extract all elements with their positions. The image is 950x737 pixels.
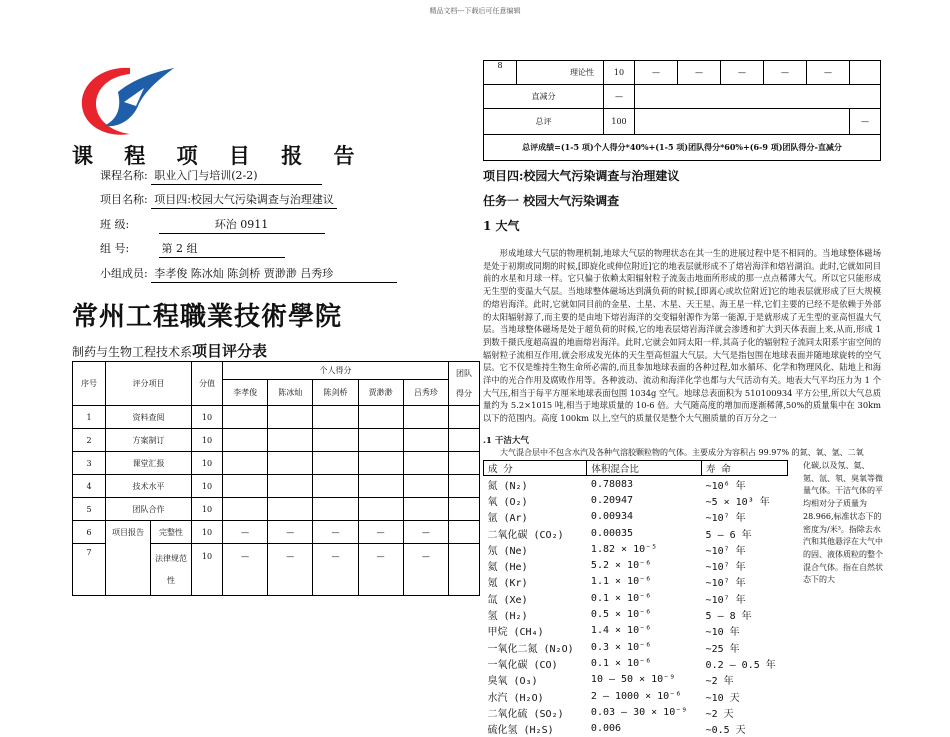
class-line — [100, 217, 325, 234]
cell-no: 1 — [73, 406, 106, 429]
cell-lifetime: 0.2 — 0.5 年 — [705, 659, 776, 671]
table-row — [484, 720, 788, 736]
cell-total: 总评 — [484, 109, 604, 135]
cell-lifetime: ~10⁷ 年 — [705, 545, 746, 557]
cell-ratio: 1.82 × 10⁻⁵ — [590, 543, 658, 555]
th-name: 陈冰灿 — [268, 380, 313, 406]
cell-ratio: 0.5 × 10⁻⁶ — [590, 609, 652, 621]
project-label: 项目名称: — [100, 193, 148, 206]
cell-lifetime: ~10 天 — [705, 692, 740, 704]
table-row — [484, 688, 788, 704]
school-logo-icon — [78, 62, 178, 140]
formula-cell: 总评成绩=(1-5 项)个人得分*40%+(1-5 项)团队得分*60%+(6-9 项)团队得分-直减分 — [484, 135, 881, 161]
table-row — [484, 61, 881, 85]
cell-ratio: 0.00035 — [590, 527, 634, 539]
table-row — [484, 655, 788, 671]
cell-component: 氩 (Ar) — [487, 513, 528, 525]
table-row — [73, 429, 480, 452]
cell-ratio: 0.1 × 10⁻⁶ — [590, 657, 652, 669]
cell-no: 2 — [73, 429, 106, 452]
cell-dash: — — [720, 61, 763, 85]
th-ratio: 体积混合比 — [587, 461, 702, 476]
table-row — [73, 521, 480, 544]
th-team-1: 团队 — [456, 369, 472, 378]
cell-no: 8 — [484, 61, 517, 85]
cell-lifetime: 5 — 8 年 — [705, 611, 752, 623]
article-heading: 项目四:校园大气污染调查与治理建议 — [483, 169, 680, 183]
cell-component: 一氧化二氮 (N₂O) — [487, 643, 574, 655]
cell-score: 10 — [192, 406, 223, 429]
table-row — [484, 525, 788, 541]
cell-dash: — — [268, 544, 313, 596]
cell-component: 甲烷 (CH₄) — [487, 627, 544, 639]
cell-lifetime: 5 — 6 年 — [705, 529, 752, 541]
cell-item: 课堂汇报 — [106, 452, 192, 475]
cell-deduct: 直减分 — [484, 85, 604, 109]
cell-item: 技术水平 — [106, 475, 192, 498]
cell-component: 氮 (N₂) — [487, 480, 528, 492]
subsection-heading: .1 干洁大气 — [483, 436, 529, 446]
cell-dash: — — [358, 544, 403, 596]
department-name: 制药与生物工程技术系 — [72, 345, 193, 359]
cell-ratio: 0.78083 — [590, 478, 634, 490]
cell-lifetime: ~10⁷ 年 — [705, 594, 746, 606]
class-value: 环治 0911 — [159, 217, 325, 234]
table-row — [484, 541, 788, 557]
cell-dash: — — [403, 544, 448, 596]
cell-dash: — — [850, 109, 881, 135]
cell-sub-1: 法律规范 — [155, 553, 187, 563]
cell-dash: — — [806, 61, 849, 85]
project-line — [100, 192, 337, 209]
cell-dash: — — [635, 61, 678, 85]
cell-ratio: 0.1 × 10⁻⁶ — [590, 592, 652, 604]
cell-component: 氙 (Xe) — [487, 594, 528, 606]
table-row — [484, 557, 788, 573]
table-row — [484, 109, 881, 135]
cell-sub: 完整性 — [151, 521, 192, 544]
cell-lifetime: ~10⁷ 年 — [705, 562, 746, 574]
cell-component: 氢 (H₂) — [487, 611, 528, 623]
cell-item: 团队合作 — [106, 498, 192, 521]
cell-dash: — — [763, 61, 806, 85]
cell-component: 氦 (He) — [487, 562, 528, 574]
table-row — [484, 672, 788, 688]
course-label: 课程名称: — [100, 169, 148, 182]
class-label: 班 级: — [100, 218, 130, 231]
cell-score: 10 — [192, 498, 223, 521]
cell-no: 4 — [73, 475, 106, 498]
cell-no: 3 — [73, 452, 106, 475]
cell-lifetime: ~10 年 — [705, 627, 740, 639]
cell-component: 二氧化硫 (SO₂) — [487, 708, 564, 720]
group-value: 第 2 组 — [159, 241, 285, 258]
cell-score: 10 — [192, 429, 223, 452]
th-name: 吕秀珍 — [403, 380, 448, 406]
cell-dash: — — [358, 521, 403, 544]
cell-ratio: 0.3 × 10⁻⁶ — [590, 641, 652, 653]
cell-item: 理论性 — [561, 61, 604, 85]
task-heading: 任务一 校园大气污染调查 — [483, 194, 620, 208]
score-table-continued — [483, 60, 881, 161]
cell-dash: — — [313, 544, 358, 596]
table-row — [484, 85, 881, 109]
cell-dash: — — [223, 521, 268, 544]
cell-dash: — — [313, 521, 358, 544]
members-line — [100, 266, 397, 283]
cell-no: 7 — [73, 544, 106, 596]
cell-ratio: 10 — 50 × 10⁻⁹ — [590, 674, 676, 686]
th-team-2: 得分 — [456, 389, 472, 398]
cell-ratio: 1.4 × 10⁻⁶ — [590, 625, 652, 637]
table-row — [484, 476, 788, 493]
school-name: 常州工程職業技術學院 — [72, 302, 343, 332]
cell-lifetime: ~10⁶ 年 — [705, 480, 746, 492]
members-label: 小组成员: — [100, 267, 148, 280]
cell-score: 10 — [192, 452, 223, 475]
cell-dash: — — [268, 521, 313, 544]
cell-component: 臭氧 (O₃) — [487, 676, 538, 688]
score-sheet-title — [72, 340, 267, 361]
cell-component: 水汽 (H₂O) — [487, 692, 544, 704]
cell-component: 二氧化碳 (CO₂) — [487, 529, 564, 541]
cell-lifetime: ~2 年 — [705, 676, 734, 688]
cell-lifetime: ~5 × 10³ 年 — [705, 496, 770, 508]
dry-air-side-text: 化碳,以及氖、氦、氪、氙、氡、臭氧等微量气体。干洁气体的平均相对分子质量为 28.966,标准状态下的密度为/米³。指除去水汽和其他悬浮在大气中的固、液体质粒的整个混合气体。指在自然状态下的大 — [803, 461, 883, 585]
score-table — [72, 361, 480, 596]
th-name: 陈剑桥 — [313, 380, 358, 406]
cell-score: 10 — [604, 61, 635, 85]
group-line — [100, 241, 285, 258]
table-row — [484, 492, 788, 508]
group-label: 组 号: — [100, 242, 130, 255]
cell-dash: — — [604, 85, 635, 109]
cell-sub — [151, 544, 192, 596]
th-item: 评分项目 — [106, 362, 192, 406]
cell-no: 6 — [73, 521, 106, 544]
cell-dash: — — [223, 544, 268, 596]
table-row — [484, 135, 881, 161]
members-value: 李孝俊 陈冰灿 陈剑桥 贾渺渺 吕秀珍 — [151, 266, 397, 283]
th-component: 成 分 — [484, 461, 587, 476]
table-row — [73, 406, 480, 429]
cell-total-score: 100 — [604, 109, 635, 135]
cell-component: 硫化氢 (H₂S) — [487, 725, 554, 737]
cell-score: 10 — [192, 521, 223, 544]
section-heading: 1 大气 — [483, 219, 520, 233]
table-header-row — [484, 461, 788, 476]
th-no: 序号 — [73, 362, 106, 406]
cell-no: 5 — [73, 498, 106, 521]
cell-item: 项目报告 — [106, 521, 151, 596]
cell-ratio: 1.1 × 10⁻⁶ — [590, 576, 652, 588]
cell-item: 资料查阅 — [106, 406, 192, 429]
th-team — [449, 362, 480, 406]
score-sheet-label: 项目评分表 — [192, 342, 268, 360]
course-line — [100, 168, 322, 185]
th-personal: 个人得分 — [223, 362, 449, 380]
cell-lifetime: ~25 年 — [705, 643, 740, 655]
project-value: 项目四:校园大气污染调查与治理建议 — [151, 192, 337, 209]
cell-ratio: 0.006 — [590, 723, 622, 735]
table-row — [484, 704, 788, 720]
cell-sub-2: 性 — [167, 575, 175, 585]
cell-score: 10 — [192, 544, 223, 596]
cell-dash: — — [677, 61, 720, 85]
cell-ratio: 5.2 × 10⁻⁶ — [590, 560, 652, 572]
page-header: 精品文档---下载后可任意编辑 — [429, 7, 521, 15]
cell-ratio: 0.00934 — [590, 511, 634, 523]
table-row — [484, 623, 788, 639]
th-name: 李孝俊 — [223, 380, 268, 406]
cell-component: 氪 (Kr) — [487, 578, 528, 590]
cell-item: 方案制订 — [106, 429, 192, 452]
cell-lifetime: ~2 天 — [705, 708, 734, 720]
cell-component: 氧 (O₂) — [487, 496, 528, 508]
table-row — [484, 574, 788, 590]
cell-ratio: 2 — 1000 × 10⁻⁶ — [590, 690, 682, 702]
th-lifetime: 寿 命 — [702, 461, 788, 476]
course-value: 职业入门与培训(2-2) — [151, 168, 322, 185]
cell-component: 一氧化碳 (CO) — [487, 659, 558, 671]
table-row — [484, 606, 788, 622]
dry-air-paragraph: 大气混合层中不包含水汽及各种气溶胶颗粒物的气体。主要成分为容积占 99.97% 的氮、氧、氩、二氧 — [500, 448, 864, 457]
table-row — [73, 452, 480, 475]
cell-score: 10 — [192, 475, 223, 498]
report-title: 课 程 项 目 报 告 — [72, 143, 367, 168]
cell-component: 氖 (Ne) — [487, 545, 528, 557]
cell-lifetime: ~10⁷ 年 — [705, 578, 746, 590]
atmosphere-paragraph: 形成地球大气层的物理机制,地球大气层的物理状态在其一生的进展过程中是不相同的。当地球整体磁场是处于初期或同期的时候,[即旋化或伸位附近]它的地表层就形成不了熔岩海洋和熔岩湖泊。此时,它就如同目前的水星和月球一样。它只偏于依赖太阳辐射粒子流轰击地面所形成的那一点点稀薄大气。所以它只能形成无生型的变温大气层。当地球整体磁场达到满负荷的时候,[即离心或坎位附近]它的地表层就形成了巨大规模的熔岩海洋。此时,它就如同目前的金星、土星、木星、天王星、海王星一样,它们主要的已经不是依赖于外部的太阳辐射源了,而主要的是由地下熔岩海洋的交变辐射源作为第一能源,于是就形成了无生型的亚高恒温大气层。当地球整体磁场是处于超负荷的时候,它的地表层熔岩海洋就会渗透和扩大到天体表面上来,从而,形成 1 到数千摄氏度超高温的地面熔岩海洋。此时,它就会如同太阳一样,其高子化的辐射粒子流同太阳系宇宙空间的辐射粒子流相互作用,就会形成发光体的天生型高恒温大气层。大气是指包围在地球表面并随地球旋转的空气层。它不仅是维持生物生命所必需的,而且参加地球表面的各种过程,如水循环、化学和物理风化、陆地上和海洋中的光合作用及腐败作用等。各种波动、流动和海洋化学也都与大气活动有关。地表大气平均压力为 1 个大气压,相当于每平方厘米地球表面包围 1034g 空气。地球总表面积为 510100934 平方公里,所以大气总质量约为 5.2×1015 吨,相当于地球质量的 10-6 倍。大气随高度的增加而逐渐稀薄,50%的质量集中在 30km 以下的范围内。高度 100km 以上,空气的质量仅是整个大气圈质量的百万分之一 — [483, 248, 881, 424]
table-row — [484, 639, 788, 655]
table-row — [484, 509, 788, 525]
table-row — [73, 498, 480, 521]
table-row — [73, 475, 480, 498]
table-row — [484, 590, 788, 606]
cell-lifetime: ~0.5 天 — [705, 725, 746, 737]
cell-ratio: 0.20947 — [590, 494, 634, 506]
composition-table — [483, 460, 788, 737]
cell-lifetime: ~10⁷ 年 — [705, 513, 746, 525]
th-score: 分值 — [192, 362, 223, 406]
cell-ratio: 0.03 — 30 × 10⁻⁹ — [590, 706, 688, 718]
th-name: 贾渺渺 — [358, 380, 403, 406]
cell-dash: — — [403, 521, 448, 544]
